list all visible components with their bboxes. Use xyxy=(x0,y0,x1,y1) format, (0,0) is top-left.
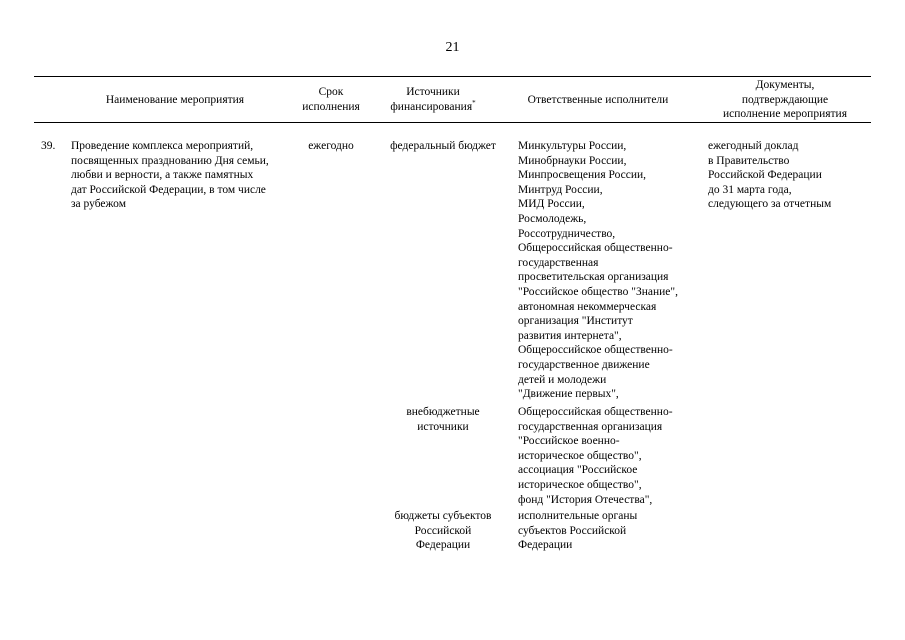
event-name-line: Проведение комплекса мероприятий, xyxy=(71,140,254,152)
executor-line: государственная xyxy=(518,256,599,269)
header-documents-line-2: подтверждающие xyxy=(741,93,829,106)
page-number: 21 xyxy=(445,40,460,55)
header-sources-line-2 xyxy=(370,100,496,115)
executor-line: Минкультуры России, xyxy=(518,140,627,152)
header-term-line-1: Срок xyxy=(318,86,344,98)
header-sources-text: финансирования xyxy=(390,100,473,113)
event-name-line: посвященных празднованию Дня семьи, xyxy=(71,154,269,167)
document-line: в Правительство xyxy=(708,154,790,167)
executor-line: Общероссийское общественно- xyxy=(518,344,673,357)
executor-line: Минтруд России, xyxy=(518,183,603,196)
event-name-line: дат Российской Федерации, в том числе xyxy=(71,183,266,196)
document-line: следующего за отчетным xyxy=(708,198,832,211)
header-documents xyxy=(700,78,870,122)
executors-extra-budgetary xyxy=(518,405,673,507)
executor-line: Минобрнауки России, xyxy=(518,154,627,167)
executor-line: Россотрудничество, xyxy=(518,227,616,240)
source-extra-line: внебюджетные xyxy=(406,406,480,418)
executor-line: Федерации xyxy=(518,539,573,552)
executor-line: "Российское военно- xyxy=(518,435,620,448)
executor-line: организация "Институт xyxy=(518,315,633,328)
executor-line: Росмолодежь, xyxy=(518,212,587,225)
source-regions-line: Российской xyxy=(414,524,472,537)
term-value: ежегодно xyxy=(308,140,354,152)
executor-line: МИД России, xyxy=(518,198,585,211)
executor-line: исполнительные органы xyxy=(518,510,638,522)
table-header-rule xyxy=(34,122,871,123)
executor-line: автономная некоммерческая xyxy=(518,300,657,313)
source-regions-line: Федерации xyxy=(415,539,471,552)
executor-line: фонд "История Отечества", xyxy=(518,493,653,506)
row-number: 39. xyxy=(41,140,56,152)
executor-line: Общероссийская общественно- xyxy=(518,242,673,255)
header-sources-line-1: Источники xyxy=(406,86,460,98)
supporting-documents xyxy=(708,139,831,212)
document-line: ежегодный доклад xyxy=(708,140,799,152)
executor-line: развития интернета", xyxy=(518,329,622,342)
source-extra-budgetary xyxy=(370,405,516,434)
event-name-line: любви и верности, а также памятных xyxy=(71,169,254,182)
executor-line: ассоциация "Российское xyxy=(518,464,638,477)
header-name: Наименование мероприятия xyxy=(105,94,245,106)
executor-line: субъектов Российской xyxy=(518,524,627,537)
header-term xyxy=(298,85,364,114)
executors-federal xyxy=(518,139,678,402)
executor-line: историческое общество", xyxy=(518,478,642,491)
document-line: Российской Федерации xyxy=(708,169,822,182)
executor-line: "Движение первых", xyxy=(518,388,619,401)
executor-line: историческое общество", xyxy=(518,449,642,462)
source-federal: федеральный бюджет xyxy=(390,140,496,152)
footnote-mark: * xyxy=(472,98,476,107)
header-documents-line-1: Документы, xyxy=(755,79,815,91)
header-executors: Ответственные исполнители xyxy=(527,94,669,106)
executor-line: просветительская организация xyxy=(518,271,669,284)
header-term-line-2: исполнения xyxy=(302,100,360,113)
table-top-rule xyxy=(34,76,871,77)
executor-line: Общероссийская общественно- xyxy=(518,406,673,418)
executor-line: государственное движение xyxy=(518,358,650,371)
executor-line: детей и молодежи xyxy=(518,373,607,386)
source-regional-budgets xyxy=(370,509,516,553)
event-name-line: за рубежом xyxy=(71,198,126,211)
executor-line: "Российское общество "Знание", xyxy=(518,285,678,298)
executor-line: государственная организация xyxy=(518,420,663,433)
document-line: до 31 марта года, xyxy=(708,183,792,196)
executor-line: Минпросвещения России, xyxy=(518,169,647,182)
header-sources xyxy=(370,85,496,114)
source-extra-line: источники xyxy=(417,420,469,433)
source-regions-line: бюджеты субъектов xyxy=(394,510,492,522)
event-name xyxy=(71,139,269,212)
header-documents-line-3: исполнение мероприятия xyxy=(723,108,847,121)
executors-regional xyxy=(518,509,637,553)
